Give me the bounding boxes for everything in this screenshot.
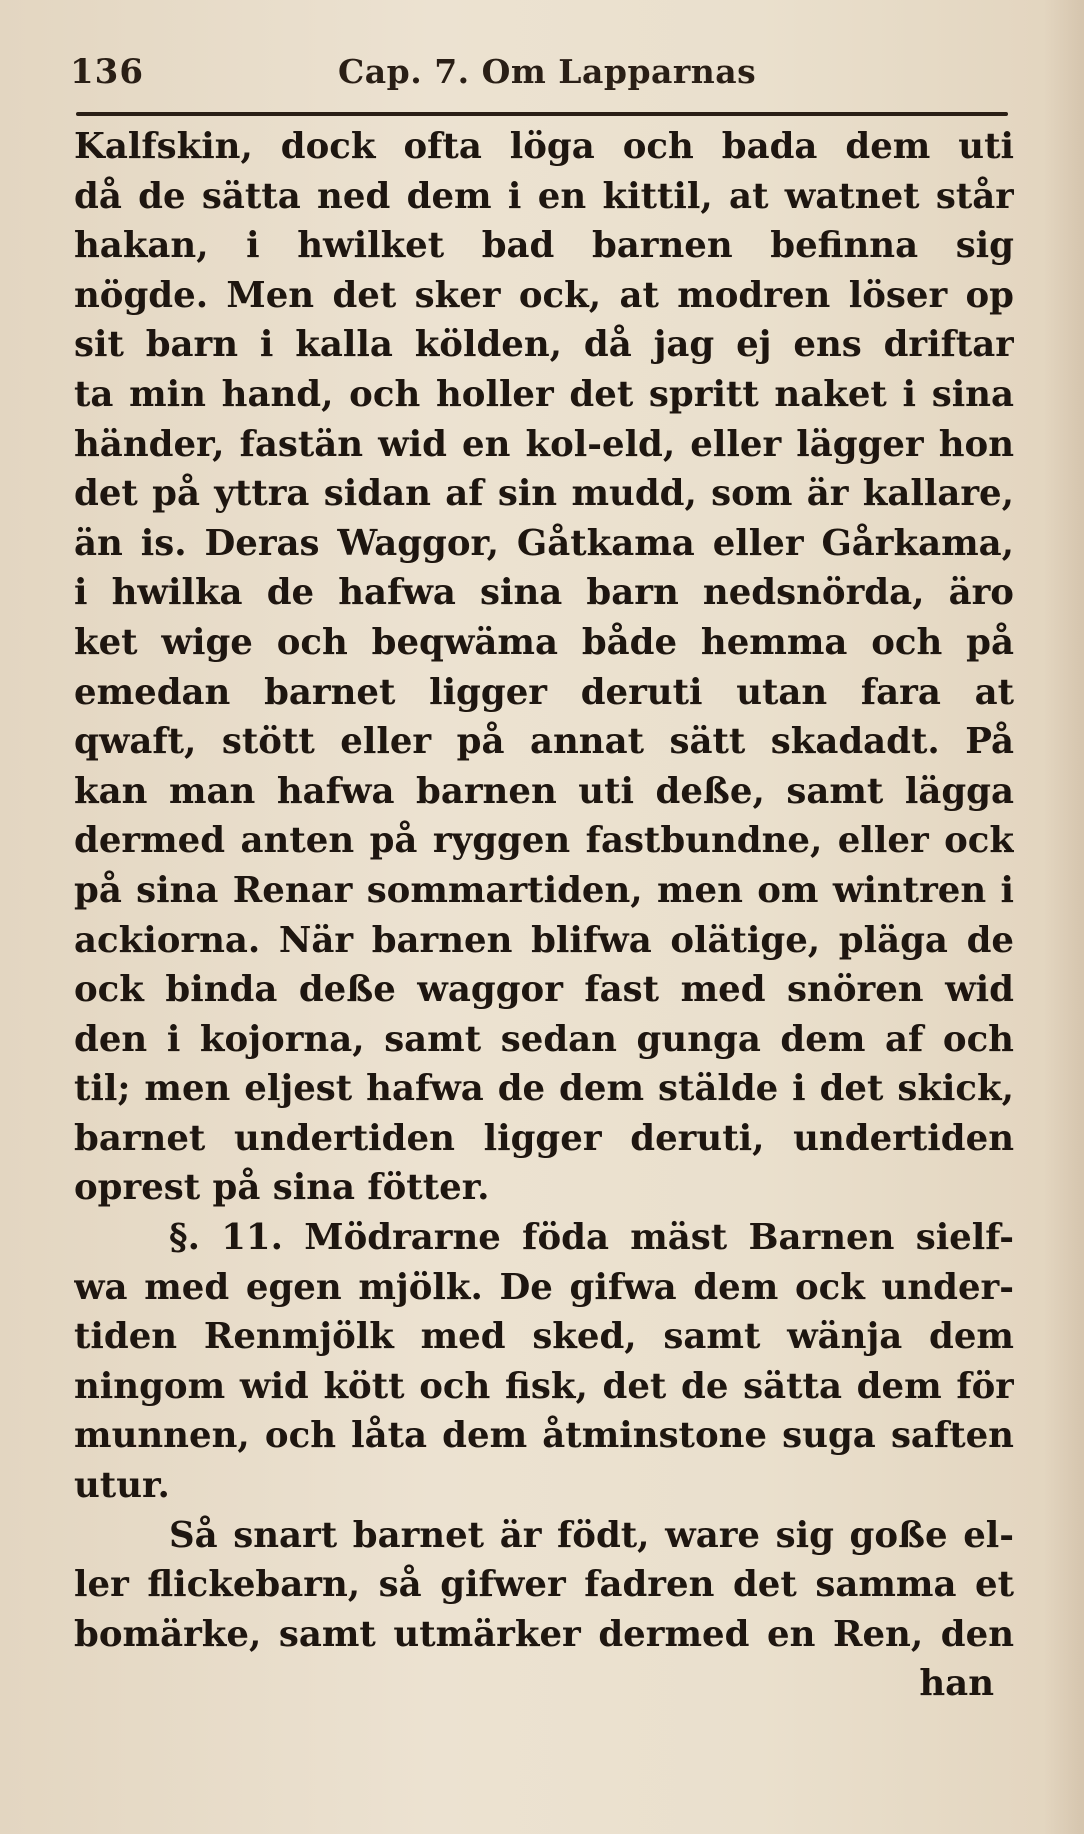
text-line: dermed anten på ryggen fastbundne, eller ock — [74, 820, 1014, 862]
text-line: tiden Renmjölk med sked, samt wänja dem — [74, 1316, 1014, 1358]
text-line: än is. Deras Waggor, Gåtkama eller Gårkama, — [74, 522, 1014, 564]
text-line: ock binda deße waggor fast med snören wid — [74, 969, 1014, 1011]
text-line: emedan barnet ligger deruti utan fara at — [74, 671, 1014, 713]
text-line: wa med egen mjölk. De gifwa dem ock under- — [74, 1266, 1014, 1308]
text-line: det på yttra sidan af sin mudd, som är kallare, — [74, 473, 1014, 515]
paragraph-start-line: Så snart barnet är födt, ware sig goße el- — [169, 1514, 1014, 1556]
catchword: han — [919, 1663, 994, 1705]
text-line-paragraph-end: utur. — [74, 1465, 170, 1507]
text-line: barnet undertiden ligger deruti, undertiden — [74, 1117, 1014, 1159]
section-heading-line: §. 11. Mödrarne föda mäst Barnen sielf- — [169, 1217, 1014, 1259]
text-line: i hwilka de hafwa sina barn nedsnörda, äro — [74, 572, 1014, 614]
text-line: ket wige och beqwäma både hemma och på — [74, 621, 1014, 663]
text-line: munnen, och låta dem åtminstone suga saften — [74, 1415, 1014, 1457]
text-line: ler flickebarn, så gifwer fadren det samma et — [74, 1564, 1014, 1606]
text-line: hakan, i hwilket bad barnen befinna sig — [74, 225, 1014, 267]
text-line: ningom wid kött och fisk, det de sätta dem för — [74, 1365, 1014, 1407]
text-line: til; men eljest hafwa de dem stälde i det skick, — [74, 1068, 1014, 1110]
text-line: kan man hafwa barnen uti deße, samt lägga — [74, 770, 1014, 812]
page-number: 136 — [70, 52, 144, 92]
text-line: händer, fastän wid en kol-eld, eller lägger hon — [74, 423, 1014, 465]
text-line: ta min hand, och holler det spritt naket i sina — [74, 373, 1014, 415]
text-line: nögde. Men det sker ock, at modren löser op — [74, 274, 1014, 316]
running-head: Cap. 7. Om Lapparnas — [338, 52, 757, 91]
text-line: på sina Renar sommartiden, men om wintren i — [74, 869, 1014, 911]
text-line-paragraph-end: oprest på sina fötter. — [74, 1167, 490, 1209]
body-text — [74, 122, 1014, 1709]
text-line: den i kojorna, samt sedan gunga dem af och — [74, 1018, 1014, 1060]
text-line: sit barn i kalla kölden, då jag ej ens driftar — [74, 324, 1014, 366]
text-line: då de sätta ned dem i en kittil, at watnet står — [74, 175, 1014, 217]
text-line: ackiorna. När barnen blifwa olätige, pläga de — [74, 919, 1014, 961]
text-line: bomärke, samt utmärker dermed en Ren, den — [74, 1613, 1014, 1655]
text-line: Kalfskin, dock ofta löga och bada dem uti — [74, 126, 1014, 167]
page-header — [70, 52, 1010, 102]
header-rule — [76, 112, 1008, 116]
text-line: qwaft, stött eller på annat sätt skadadt. På — [74, 721, 1014, 763]
